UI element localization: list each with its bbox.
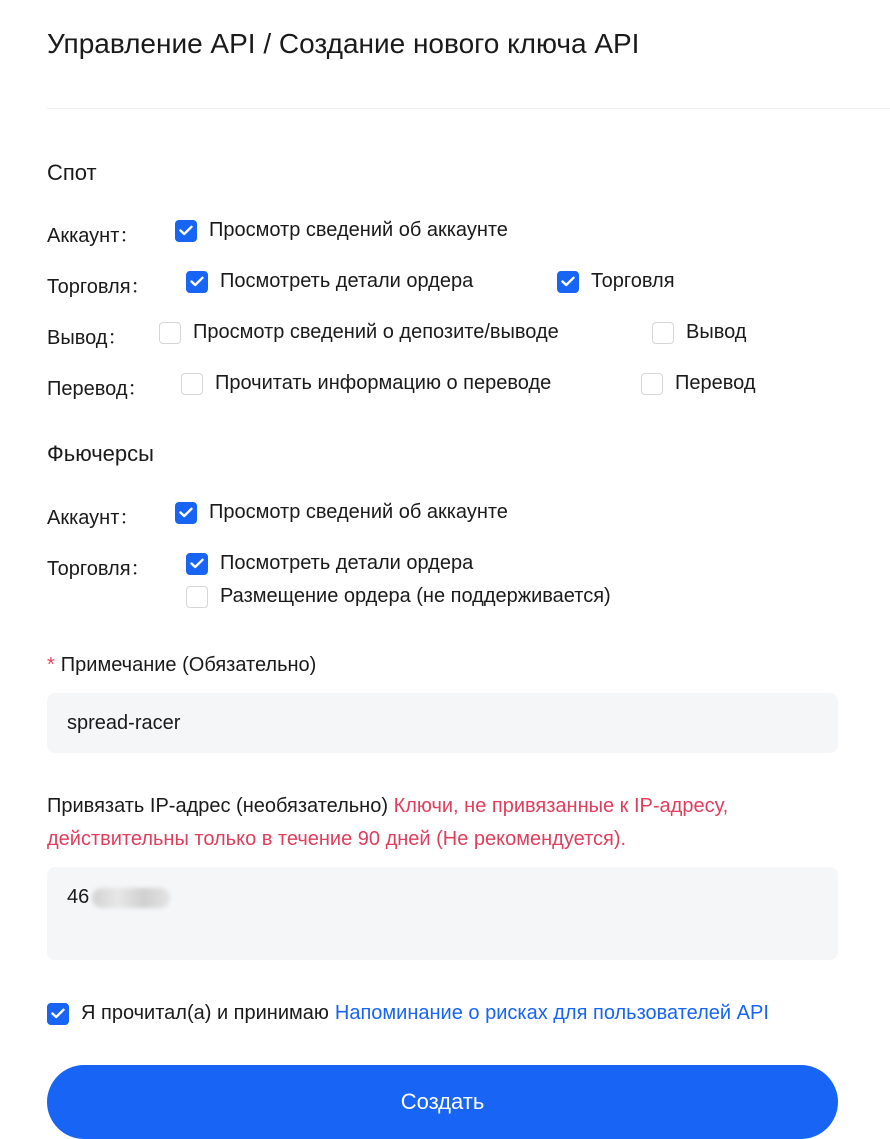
create-button[interactable]: Создать — [47, 1065, 838, 1139]
checkmark-icon — [179, 507, 193, 518]
agreement-row[interactable] — [47, 1002, 769, 1025]
option-label: Посмотреть детали ордера — [220, 552, 474, 574]
option-label: Торговля — [591, 270, 675, 292]
spot-transfer-read-option[interactable] — [181, 372, 551, 395]
ip-label: Привязать IP-адрес (необязательно) — [47, 795, 389, 817]
option-label: Просмотр сведений об аккаунте — [209, 219, 508, 241]
checkbox[interactable] — [186, 271, 208, 293]
ip-value-text: 46 — [67, 886, 90, 908]
ip-warning: Ключи, не привязанные к IP-адресу, действительны только в течение 90 дней (Не рекомендуется). — [47, 795, 729, 850]
ip-input[interactable] — [47, 867, 838, 960]
option-label: Вывод — [686, 321, 747, 343]
agreement-checkbox[interactable] — [47, 1003, 69, 1025]
spot-trade-label: Торговля： — [47, 276, 151, 298]
redacted-blur — [92, 888, 170, 908]
risk-reminder-link[interactable]: Напоминание о рисках для пользователей API — [334, 1002, 769, 1024]
option-label: Перевод — [675, 372, 756, 394]
checkmark-icon — [190, 276, 204, 287]
checkmark-icon — [179, 225, 193, 236]
note-input[interactable] — [47, 693, 838, 753]
ip-binding-text — [47, 790, 847, 856]
checkbox[interactable] — [186, 553, 208, 575]
option-label: Прочитать информацию о переводе — [215, 372, 552, 394]
futures-account-label: Аккаунт： — [47, 507, 140, 529]
checkmark-icon — [190, 558, 204, 569]
futures-trade-view-orders-option[interactable] — [186, 552, 473, 575]
ip-value — [67, 886, 170, 909]
checkbox[interactable] — [159, 322, 181, 344]
checkbox[interactable] — [186, 586, 208, 608]
section-title-futures: Фьючерсы — [47, 441, 154, 466]
checkbox[interactable] — [652, 322, 674, 344]
futures-trade-label: Торговля： — [47, 558, 151, 580]
checkbox[interactable] — [175, 220, 197, 242]
futures-account-view-info-option[interactable] — [175, 501, 508, 524]
option-label: Посмотреть детали ордера — [220, 270, 474, 292]
option-label: Просмотр сведений об аккаунте — [209, 501, 508, 523]
required-mark: * — [47, 654, 55, 676]
checkbox[interactable] — [641, 373, 663, 395]
option-label: Просмотр сведений о депозите/выводе — [193, 321, 559, 343]
futures-trade-place-order-option[interactable] — [186, 585, 611, 608]
spot-withdraw-view-deposit-option[interactable] — [159, 321, 559, 344]
agreement-text: Я прочитал(а) и принимаю — [81, 1002, 329, 1024]
header-divider — [47, 108, 890, 109]
spot-transfer-label: Перевод： — [47, 378, 148, 400]
note-label-text: Примечание (Обязательно) — [60, 654, 317, 676]
spot-transfer-transfer-option[interactable] — [641, 372, 756, 395]
page-title: Управление API / Создание нового ключа API — [47, 28, 640, 59]
checkbox[interactable] — [175, 502, 197, 524]
section-title-spot: Спот — [47, 160, 97, 185]
checkmark-icon — [561, 276, 575, 287]
checkmark-icon — [51, 1008, 65, 1019]
option-label: Размещение ордера (не поддерживается) — [220, 585, 611, 607]
checkbox[interactable] — [557, 271, 579, 293]
spot-trade-trade-option[interactable] — [557, 270, 675, 293]
spot-trade-view-orders-option[interactable] — [186, 270, 473, 293]
spot-withdraw-label: Вывод： — [47, 327, 128, 349]
note-label — [47, 654, 316, 677]
checkbox[interactable] — [181, 373, 203, 395]
spot-withdraw-withdraw-option[interactable] — [652, 321, 746, 344]
spot-account-label: Аккаунт： — [47, 225, 140, 247]
spot-account-view-info-option[interactable] — [175, 219, 508, 242]
